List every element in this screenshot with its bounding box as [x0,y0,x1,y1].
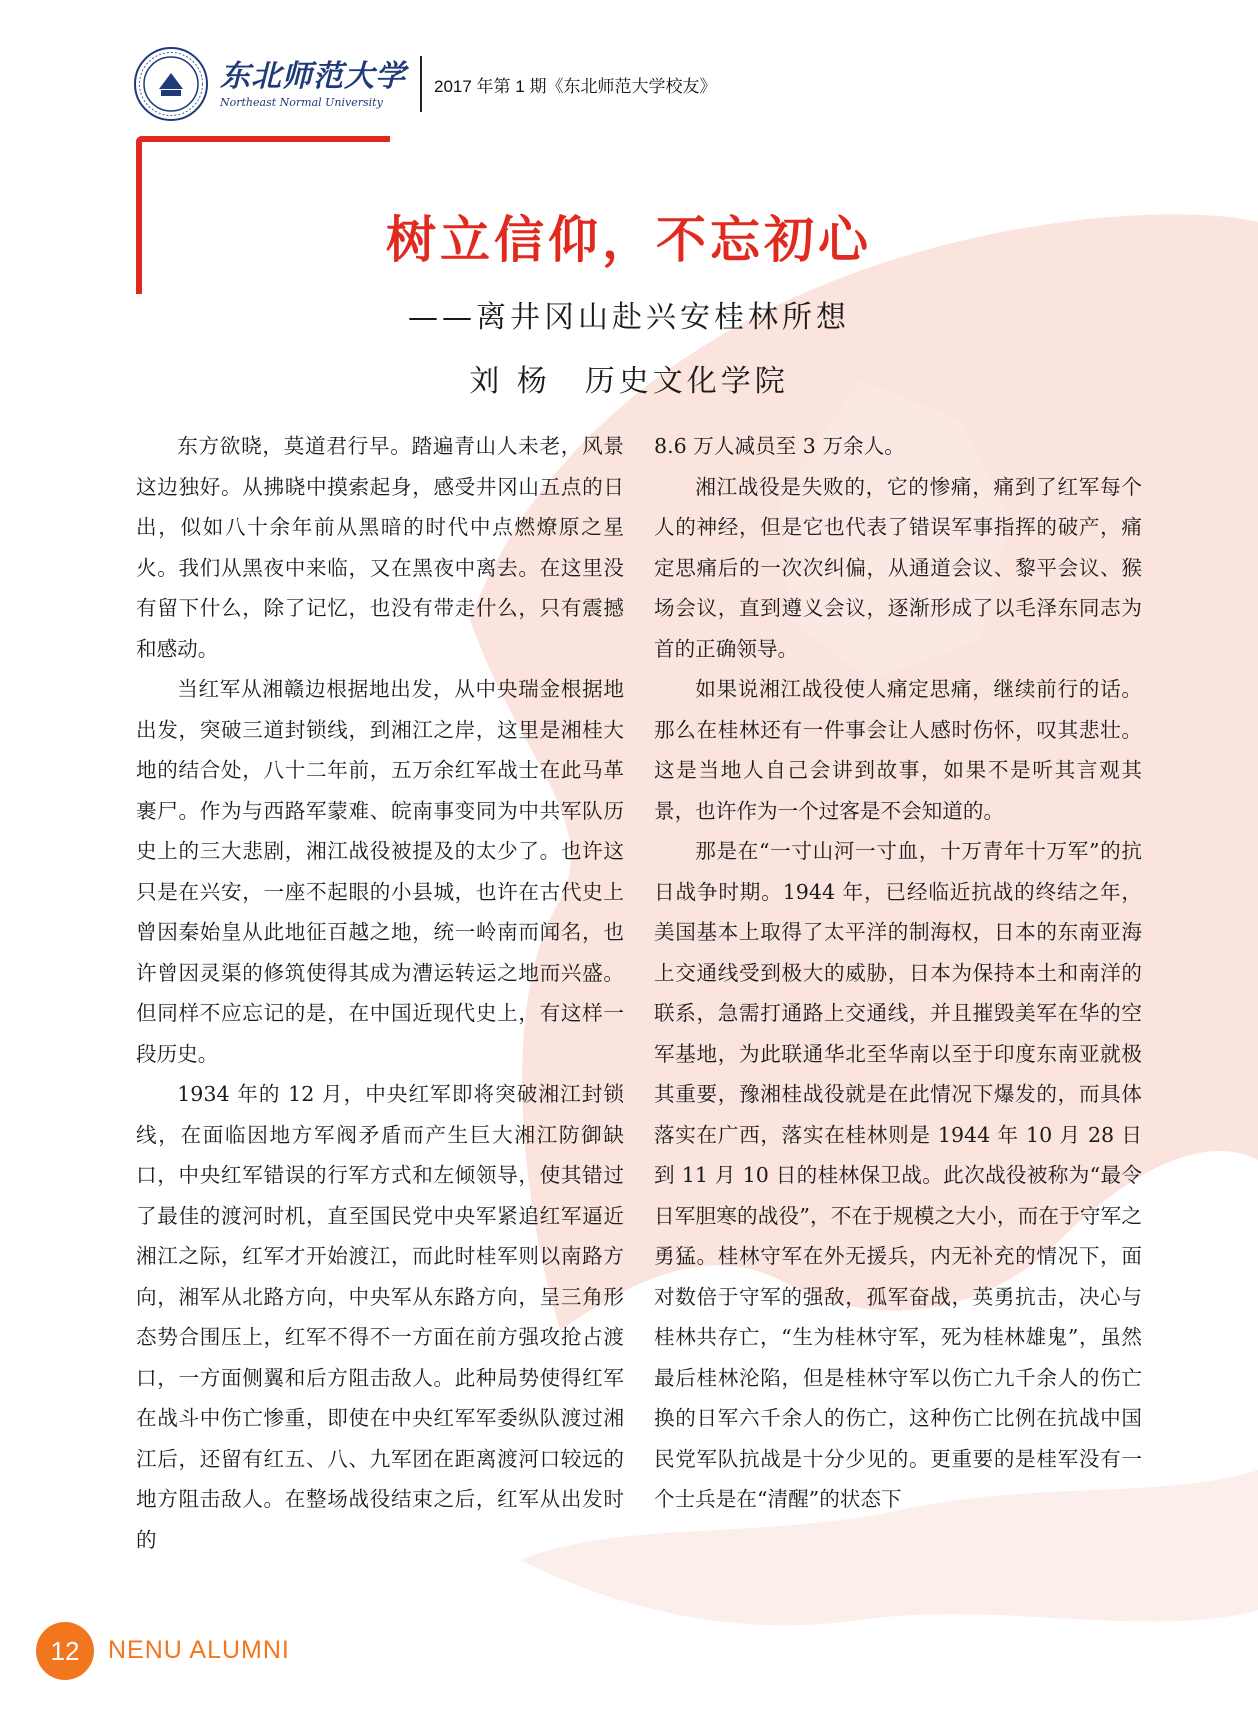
article-subtitle: ——离井冈山赴兴安桂林所想 [408,300,850,335]
left-column [136,426,624,1560]
article-title: 树立信仰，不忘初心 [386,211,872,269]
paragraph-continuation: 8.6 万人减员至 3 万余人。 [654,434,905,458]
brand-english-name: Northeast Normal University [220,95,383,109]
paragraph: 湘江战役是失败的，它的惨痛，痛到了红军每个人的神经，但是它也代表了错误军事指挥的破产，痛定思痛后的一次次纠偏，从通道会议、黎平会议、猴场会议，直到遵义会议，逐渐形成了以毛泽东同志为首的正确领导。 [654,474,1142,661]
author-affiliation: 历史文化学院 [584,364,789,399]
page-number: 12 [36,1622,94,1680]
issue-label: 2017 年第 1 期《东北师范大学校友》 [434,76,717,96]
footer-magazine-label: NENU ALUMNI [108,1636,290,1664]
paragraph: 1934 年的 12 月，中央红军即将突破湘江封锁线，在面临因地方军阀矛盾而产生巨大湘江防御缺口，中央红军错误的行军方式和左倾领导，使其错过了最佳的渡河时机，直至国民党中央军紧追红军逼近湘江之际，红军才开始渡江，而此时桂军则以南路方向，湘军从北路方向，中央军从东路方向，呈三角形态势合围压上，红军不得不一方面在前方强攻抢占渡口，一方面侧翼和后方阻击敌人。此种局势使得红军在战斗中伤亡惨重，即使在中央红军军委纵队渡过湘江后，还留有红五、八、九军团在距离渡河口较远的地方阻击敌人。在整场战役结束之后，红军从出发时的 [136,1082,624,1552]
right-column [654,426,1142,1520]
university-seal-icon [132,45,210,123]
paragraph: 当红军从湘赣边根据地出发，从中央瑞金根据地出发，突破三道封锁线，到湘江之岸，这里是湘桂大地的结合处，八十二年前，五万余红军战士在此马革裹尸。作为与西路军蒙难、皖南事变同为中共军队历史上的三大悲剧，湘江战役被提及的太少了。也许这只是在兴安，一座不起眼的小县城，也许在古代史上曾因秦始皇从此地征百越之地，统一岭南而闻名，也许曾因灵渠的修筑使得其成为漕运转运之地而兴盛。但同样不应忘记的是，在中国近现代史上，有这样一段历史。 [136,677,624,1066]
paragraph: 东方欲晓，莫道君行早。踏遍青山人未老，风景这边独好。从拂晓中摸索起身，感受井冈山五点的日出，似如八十余年前从黑暗的时代中点燃燎原之星火。我们从黑夜中来临，又在黑夜中离去。在这里没有留下什么，除了记忆，也没有带走什么，只有震撼和感动。 [136,434,624,661]
header-divider [420,56,422,112]
author-name: 刘 杨 [469,364,551,399]
red-bracket-top [136,136,390,142]
page-header [132,52,716,116]
paragraph: 那是在“一寸山河一寸血，十万青年十万军”的抗日战争时期。1944 年，已经临近抗战的终结之年，美国基本上取得了太平洋的制海权，日本的东南亚海上交通线受到极大的威胁，日本为保持本土和南洋的联系，急需打通路上交通线，并且摧毁美军在华的空军基地，为此联通华北至华南以至于印度东南亚就极其重要，豫湘桂战役就是在此情况下爆发的，而具体落实在广西，落实在桂林则是 1944 年 10 月 28 日到 11 月 10 日的桂林保卫战。此次战役被称为“最令日军胆寒的战役”，不在于规模之大小，而在于守军之勇猛。桂林守军在外无援兵，内无补充的情况下，面对数倍于守军的强敌，孤军奋战，英勇抗击，决心与桂林共存亡，“生为桂林守军，死为桂林雄鬼”，虽然最后桂林沦陷，但是桂林守军以伤亡九千余人的伤亡换的日军六千余人的伤亡，这种伤亡比例在抗战中国民党军队抗战是十分少见的。更重要的是桂军没有一个士兵是在“清醒”的状态下 [654,839,1142,1511]
brand-chinese-name: 东北师范大学 [220,58,406,94]
paragraph: 如果说湘江战役使人痛定思痛，继续前行的话。那么在桂林还有一件事会让人感时伤怀，叹其悲壮。这是当地人自己会讲到故事，如果不是听其言观其景，也许作为一个过客是不会知道的。 [654,677,1142,823]
article-byline [0,356,1258,400]
